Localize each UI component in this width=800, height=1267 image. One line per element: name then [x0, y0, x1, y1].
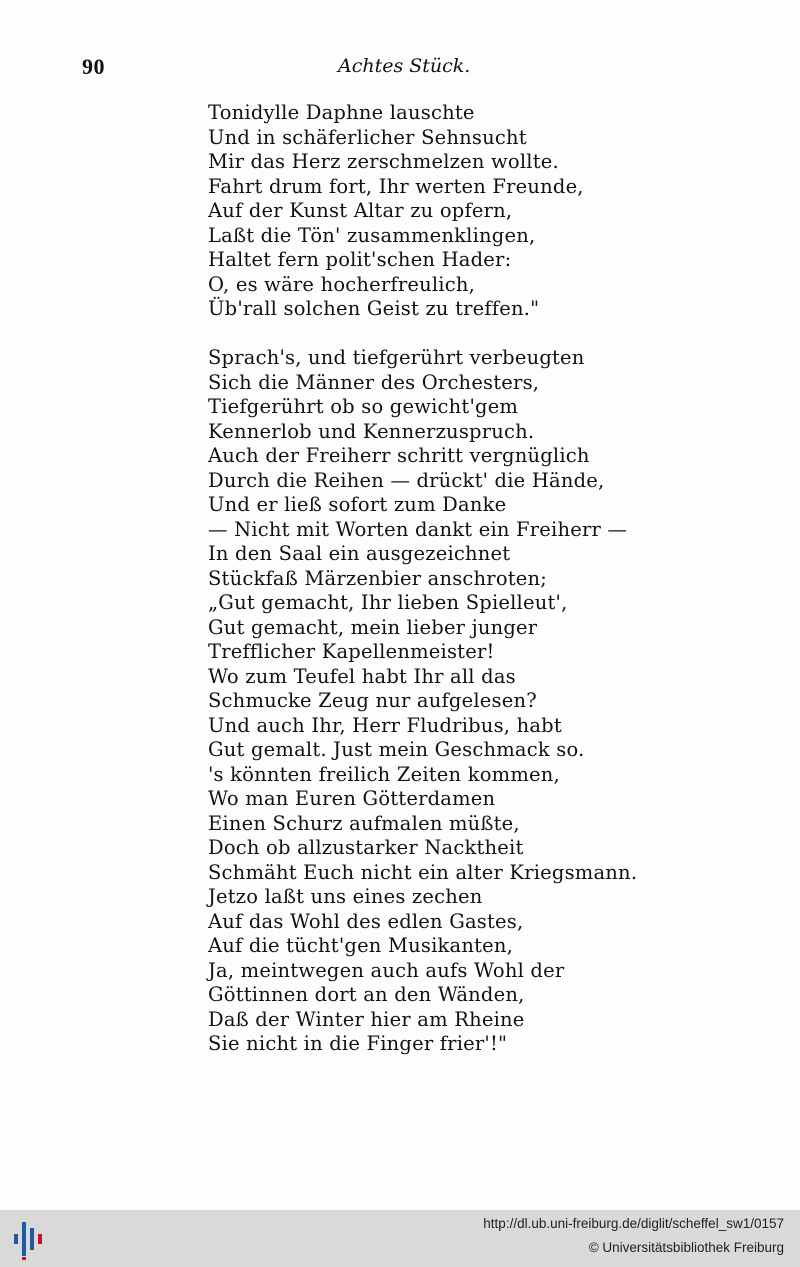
verse-line: Tonidylle Daphne lauschte	[208, 101, 475, 124]
verse-line: — Nicht mit Worten dankt ein Freiherr —	[208, 517, 628, 541]
verse-line: Göttinnen dort an den Wänden,	[208, 983, 525, 1006]
verse-line: Sie nicht in die Finger frier'!"	[208, 1032, 508, 1055]
verse-line: Einen Schurz aufmalen müßte,	[208, 811, 520, 835]
verse-line: Auf die tücht'gen Musikanten,	[208, 934, 514, 957]
verse-line: Schmäht Euch nicht ein alter Kriegsmann.	[208, 860, 638, 884]
verse-line: Schmucke Zeug nur aufgelesen?	[208, 689, 537, 712]
copyright-notice: © Universitätsbibliothek Freiburg	[588, 1240, 784, 1255]
verse-line: Doch ob allzustarker Nacktheit	[208, 836, 524, 859]
verse-line: Ja, meintwegen auch aufs Wohl der	[208, 958, 565, 982]
verse-line: Fahrt drum fort, Ihr werten Freunde,	[208, 174, 584, 198]
verse-line: Trefflicher Kapellenmeister!	[208, 640, 495, 663]
verse-line: Und er ließ sofort zum Danke	[208, 493, 507, 516]
verse-line: Durch die Reihen — drückt' die Hände,	[208, 468, 605, 492]
verse-line: Haltet fern polit'schen Hader:	[208, 248, 512, 271]
verse-line: Auf das Wohl des edlen Gastes,	[208, 909, 524, 933]
verse-line: Auf der Kunst Altar zu opfern,	[208, 199, 513, 222]
verse-line: 's könnten freilich Zeiten kommen,	[208, 762, 560, 786]
verse-line: O, es wäre hocherfreulich,	[208, 272, 475, 296]
ub-freiburg-logo-icon	[10, 1218, 50, 1260]
footer-bar	[0, 1210, 800, 1267]
verse-line: Stückfaß Märzenbier anschroten;	[208, 566, 548, 590]
verse-line: Mir das Herz zerschmelzen wollte.	[208, 150, 559, 173]
verse-line: Jetzo laßt uns eines zechen	[208, 885, 483, 908]
verse-line: Üb'rall solchen Geist zu treffen."	[208, 297, 540, 320]
verse-line: Sprach's, und tiefgerührt verbeugten	[208, 346, 585, 369]
verse-line: Sich die Männer des Orchesters,	[208, 370, 540, 394]
running-head: Achtes Stück.	[338, 55, 471, 77]
verse-line: Daß der Winter hier am Rheine	[208, 1007, 525, 1031]
stanza-2	[208, 346, 678, 1057]
verse-line: In den Saal ein ausgezeichnet	[208, 542, 511, 565]
source-url[interactable]: http://dl.ub.uni-freiburg.de/diglit/scheffel_sw1/0157	[483, 1216, 784, 1231]
poem-text	[208, 101, 678, 1057]
verse-line: „Gut gemacht, Ihr lieben Spielleut',	[208, 591, 568, 614]
stanza-1	[208, 101, 678, 322]
page-number: 90	[82, 54, 105, 79]
verse-line: Laßt die Tön' zusammenklingen,	[208, 223, 536, 247]
verse-line: Und in schäferlicher Sehnsucht	[208, 125, 527, 149]
verse-line: Tiefgerührt ob so gewicht'gem	[208, 395, 519, 418]
verse-line: Wo zum Teufel habt Ihr all das	[208, 664, 516, 688]
verse-line: Und auch Ihr, Herr Fludribus, habt	[208, 713, 562, 737]
verse-line: Gut gemacht, mein lieber junger	[208, 615, 538, 639]
verse-line: Auch der Freiherr schritt vergnüglich	[208, 444, 590, 467]
verse-line: Kennerlob und Kennerzuspruch.	[208, 419, 535, 443]
verse-line: Wo man Euren Götterdamen	[208, 787, 496, 810]
verse-line: Gut gemalt. Just mein Geschmack so.	[208, 738, 585, 761]
